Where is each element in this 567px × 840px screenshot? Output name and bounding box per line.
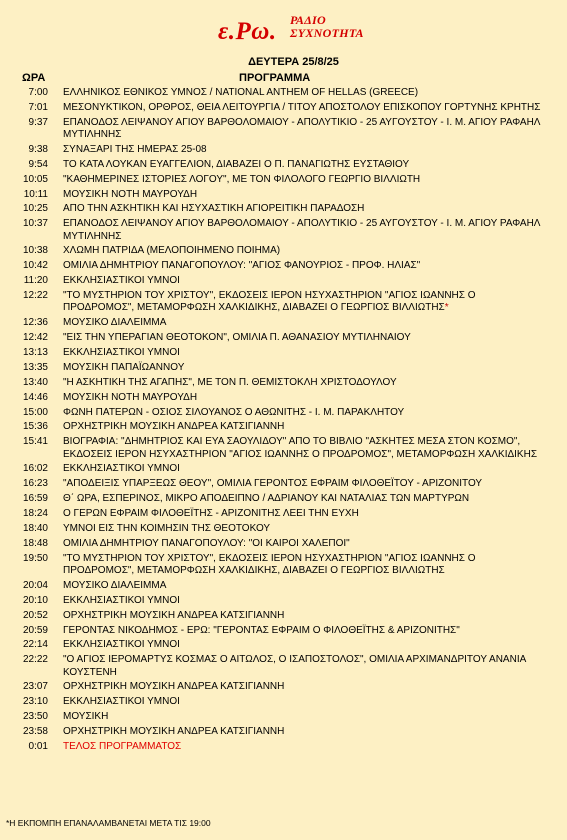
schedule-time: 0:01 [28, 740, 48, 752]
schedule-program-text: "ΤΟ ΜΥΣΤΗΡΙΟΝ ΤΟΥ ΧΡΙΣΤΟΥ", ΕΚΔΟΣΕΙΣ ΙΕΡΟΝ ΗΣΥΧΑΣΤΗΡΙΟΝ "ΑΓΙΟΣ ΙΩΑΝΝΗΣ Ο ΠΡΟΔΡΟΜΟΣ", ΜΕΤΑΜΟΡΦΩΣΗ ΧΑΛΚΙΔΙΚΗΣ, ΔΙΑΒΑΖΕΙ Ο ΓΕΩΡΓΙΟΣ ΒΙΛΛΙΩΤΗΣ [63, 290, 476, 314]
schedule-program [63, 595, 541, 610]
schedule-program-text: ΒΙΟΓΡΑΦΙΑ: "ΔΗΜΗΤΡΙΟΣ ΚΑΙ ΕΥΑ ΣΑΟΥΛΙΔΟΥ" ΑΠΟ ΤΟ ΒΙΒΛΙΟ "ΑΣΚΗΤΕΣ ΜΕΣΑ ΣΤΟΝ ΚΟΣΜΟ", ΕΚΔΟΣΕΙΣ ΙΕΡΟΝ ΗΣΥΧΑΣΤΗΡΙΟΝ "ΑΓΙΟΣ ΙΩΑΝΝΗΣ Ο ΠΡΟΔΡΟΜΟΣ", ΜΕΤΑΜΟΡΦΩΣΗ ΧΑΛΚΙΔΙΚΗΣ [63, 436, 538, 460]
schedule-time: 10:42 [22, 260, 48, 272]
schedule-row [0, 538, 567, 553]
schedule-program [63, 260, 541, 275]
schedule-program [63, 625, 541, 640]
schedule-program [63, 681, 541, 696]
schedule-time: 23:58 [22, 726, 48, 738]
schedule-program [63, 102, 541, 117]
schedule-time: 19:50 [22, 552, 48, 564]
schedule-date: ΔΕΥΤΕΡΑ 25/8/25 [248, 56, 339, 68]
schedule-program [63, 174, 541, 189]
repeat-asterisk: * [444, 302, 449, 314]
schedule-program [63, 203, 541, 218]
schedule-program [63, 332, 541, 347]
schedule-row [0, 654, 567, 681]
schedule-program [63, 159, 541, 174]
schedule-row [0, 332, 567, 347]
schedule-time: 15:41 [22, 436, 48, 448]
schedule-time: 12:36 [22, 317, 48, 329]
schedule-time: 7:00 [28, 87, 48, 98]
schedule-row [0, 174, 567, 189]
schedule-time: 15:00 [22, 406, 48, 418]
schedule-program [63, 117, 541, 144]
schedule-row [0, 290, 567, 317]
schedule-program [63, 317, 541, 332]
schedule-program [63, 741, 541, 756]
schedule-row [0, 625, 567, 640]
schedule-row [0, 102, 567, 117]
schedule-time: 18:48 [22, 537, 48, 549]
schedule-program-text: ΣΥΝΑΞΑΡΙ ΤΗΣ ΗΜΕΡΑΣ 25-08 [63, 143, 207, 155]
schedule-program-text: "ΕΙΣ ΤΗΝ ΥΠΕΡΑΓΙΑΝ ΘΕΟΤΟΚΟΝ", ΟΜΙΛΙΑ Π. ΑΘΑΝΑΣΙΟΥ ΜΥΤΙΛΗΝΑΙΟΥ [63, 332, 411, 344]
schedule-program-text: "ΑΠΟΔΕΙΞΙΣ ΥΠΑΡΞΕΩΣ ΘΕΟΥ", ΟΜΙΛΙΑ ΓΕΡΟΝΤΟΣ ΕΦΡΑΙΜ ΦΙΛΟΘΕΪΤΟΥ - ΑΡΙΖΟΝΙΤΟΥ [63, 478, 483, 490]
schedule-time: 9:37 [28, 116, 48, 128]
schedule-time: 23:50 [22, 711, 48, 723]
schedule-time: 10:25 [22, 203, 48, 215]
logo-wordmark: ε.Ρω. [218, 18, 277, 45]
schedule-program [63, 377, 541, 392]
schedule-program-text: ΕΠΑΝΟΔΟΣ ΛΕΙΨΑΝΟΥ ΑΓΙΟΥ ΒΑΡΘΟΛΟΜΑΙΟΥ - ΑΠΟΛΥΤΙΚΙΟ - 25 ΑΥΓΟΥΣΤΟΥ - Ι. Μ. ΑΓΙΟΥ ΡΑΦΑΗΛ ΜΥΤΙΛΗΝΗΣ [63, 116, 540, 140]
schedule-time: 20:10 [22, 594, 48, 606]
schedule-program-text: ΜΟΥΣΙΚΗ ΠΑΠΑΪΩΑΝΝΟΥ [63, 361, 185, 373]
schedule-time: 13:13 [22, 346, 48, 358]
schedule-time: 20:59 [22, 624, 48, 636]
schedule-row [0, 159, 567, 174]
schedule-program [63, 144, 541, 159]
footnote: *Η ΕΚΠΟΜΠΗ ΕΠΑΝΑΛΑΜΒΑΝΕΤΑΙ ΜΕΤΑ ΤΙΣ 19:00 [6, 818, 211, 828]
schedule-program-text: ΜΟΥΣΙΚΗ ΝΟΤΗ ΜΑΥΡΟΥΔΗ [63, 188, 198, 200]
schedule-program [63, 421, 541, 436]
schedule-program-text: ΑΠΟ ΤΗΝ ΑΣΚΗΤΙΚΗ ΚΑΙ ΗΣΥΧΑΣΤΙΚΗ ΑΓΙΟΡΕΙΤΙΚΗ ΠΑΡΑΔΟΣΗ [63, 203, 365, 215]
schedule-time: 13:40 [22, 376, 48, 388]
schedule-program [63, 654, 541, 681]
schedule-row [0, 681, 567, 696]
schedule-time: 13:35 [22, 361, 48, 373]
schedule-row [0, 260, 567, 275]
schedule-row [0, 218, 567, 245]
schedule-row [0, 696, 567, 711]
schedule-program-text: ΟΡΧΗΣΤΡΙΚΗ ΜΟΥΣΙΚΗ ΑΝΔΡΕΑ ΚΑΤΣΙΓΙΑΝΝΗ [63, 421, 285, 433]
schedule-program-text: ΟΡΧΗΣΤΡΙΚΗ ΜΟΥΣΙΚΗ ΑΝΔΡΕΑ ΚΑΤΣΙΓΙΑΝΝΗ [63, 609, 285, 621]
schedule-row [0, 421, 567, 436]
schedule-program-text: ΟΜΙΛΙΑ ΔΗΜΗΤΡΙΟΥ ΠΑΝΑΓΟΠΟΥΛΟΥ: "ΑΓΙΟΣ ΦΑΝΟΥΡΙΟΣ - ΠΡΟΦ. ΗΛΙΑΣ" [63, 260, 421, 272]
schedule-row [0, 317, 567, 332]
schedule-program [63, 580, 541, 595]
schedule-row [0, 275, 567, 290]
schedule-row [0, 245, 567, 260]
schedule-program [63, 275, 541, 290]
schedule-row [0, 117, 567, 144]
schedule-program-text: "Η ΑΣΚΗΤΙΚΗ ΤΗΣ ΑΓΑΠΗΣ", ΜΕ ΤΟΝ Π. ΘΕΜΙΣΤΟΚΛΗ ΧΡΙΣΤΟΔΟΥΛΟΥ [63, 376, 397, 388]
schedule-row [0, 463, 567, 478]
schedule-time: 20:52 [22, 609, 48, 621]
schedule-time: 7:01 [28, 101, 48, 113]
schedule-row [0, 407, 567, 422]
schedule-row [0, 610, 567, 625]
schedule-program-text: ΜΟΥΣΙΚΟ ΔΙΑΛΕΙΜΜΑ [63, 317, 167, 329]
logo-subtitle-line-2: ΣΥΧΝΟΤΗΤΑ [290, 26, 364, 40]
schedule-program-text: Ο ΓΕΡΩΝ ΕΦΡΑΙΜ ΦΙΛΟΘΕΪΤΗΣ - ΑΡΙΖΟΝΙΤΗΣ ΛΕΕΙ ΤΗΝ ΕΥΧΗ [63, 508, 359, 520]
logo-subtitle-line-1: ΡΑΔΙΟ [290, 13, 326, 27]
schedule-program [63, 639, 541, 654]
schedule-program-text: ΧΛΩΜΗ ΠΑΤΡΙΔΑ (ΜΕΛΟΠΟΙΗΜΕΝΟ ΠΟΙΗΜΑ) [63, 245, 281, 257]
schedule-row [0, 553, 567, 580]
schedule-program [63, 538, 541, 553]
schedule-row [0, 580, 567, 595]
schedule-program-text: ΕΛΛΗΝΙΚΟΣ ΕΘΝΙΚΟΣ ΥΜΝΟΣ / NATIONAL ANTHEM OF HELLAS (GREECE) [63, 87, 419, 98]
schedule-program-text: ΦΩΝΗ ΠΑΤΕΡΩΝ - ΟΣΙΟΣ ΣΙΛΟΥΑΝΟΣ Ο ΑΘΩΝΙΤΗΣ - Ι. Μ. ΠΑΡΑΚΛΗΤΟΥ [63, 406, 405, 418]
schedule-program [63, 218, 541, 245]
schedule-time: 20:04 [22, 579, 48, 591]
schedule-time: 22:22 [22, 654, 48, 666]
schedule-program [63, 523, 541, 538]
schedule-time: 11:20 [23, 275, 48, 287]
schedule-program-text: ΕΚΚΛΗΣΙΑΣΤΙΚΟΙ ΥΜΝΟΙ [63, 463, 180, 475]
schedule-program-text: ΤΕΛΟΣ ΠΡΟΓΡΑΜΜΑΤΟΣ [63, 740, 182, 752]
schedule-time: 18:24 [22, 508, 48, 520]
radio-logo [0, 10, 567, 54]
schedule-time: 14:46 [22, 391, 48, 403]
column-header-program: ΠΡΟΓΡΑΜΜΑ [239, 72, 311, 84]
schedule-program [63, 726, 541, 741]
schedule-row [0, 392, 567, 407]
schedule-program-text: ΜΟΥΣΙΚΟ ΔΙΑΛΕΙΜΜΑ [63, 579, 167, 591]
schedule-program [63, 508, 541, 523]
schedule-time: 10:11 [23, 188, 48, 200]
schedule-program-text: "ΚΑΘΗΜΕΡΙΝΕΣ ΙΣΤΟΡΙΕΣ ΛΟΓΟΥ", ΜΕ ΤΟΝ ΦΙΛΟΛΟΓΟ ΓΕΩΡΓΙΟ ΒΙΛΛΙΩΤΗ [63, 173, 421, 185]
schedule-time: 9:38 [28, 143, 48, 155]
schedule-row [0, 362, 567, 377]
schedule-row [0, 87, 567, 102]
schedule-program [63, 493, 541, 508]
schedule-row [0, 493, 567, 508]
schedule-program-text: ΟΡΧΗΣΤΡΙΚΗ ΜΟΥΣΙΚΗ ΑΝΔΡΕΑ ΚΑΤΣΙΓΙΑΝΝΗ [63, 681, 285, 693]
schedule-time: 12:42 [22, 332, 48, 344]
schedule-row [0, 639, 567, 654]
schedule-row [0, 508, 567, 523]
schedule-program [63, 463, 541, 478]
schedule-time: 10:37 [22, 218, 48, 230]
schedule-program-text: ΜΕΣΟΝΥΚΤΙΚΟΝ, ΟΡΘΡΟΣ, ΘΕΙΑ ΛΕΙΤΟΥΡΓΙΑ / ΤΙΤΟΥ ΑΠΟΣΤΟΛΟΥ ΕΠΙΣΚΟΠΟΥ ΓΟΡΤΥΝΗΣ ΚΡΗΤΗΣ [63, 101, 541, 113]
schedule-program [63, 290, 541, 317]
schedule-program-text: "ΤΟ ΜΥΣΤΗΡΙΟΝ ΤΟΥ ΧΡΙΣΤΟΥ", ΕΚΔΟΣΕΙΣ ΙΕΡΟΝ ΗΣΥΧΑΣΤΗΡΙΟΝ "ΑΓΙΟΣ ΙΩΑΝΝΗΣ Ο ΠΡΟΔΡΟΜΟΣ", ΜΕΤΑΜΟΡΦΩΣΗ ΧΑΛΚΙΔΙΚΗΣ, ΔΙΑΒΑΖΕΙ Ο ΓΕΩΡΓΙΟΣ ΒΙΛΛΙΩΤΗΣ [63, 552, 476, 576]
schedule-program [63, 610, 541, 625]
schedule-time: 10:05 [22, 173, 48, 185]
schedule-row [0, 741, 567, 756]
schedule-time: 10:38 [22, 245, 48, 257]
schedule-program-text: "Ο ΑΓΙΟΣ ΙΕΡΟΜΑΡΤΥΣ ΚΟΣΜΑΣ Ο ΑΙΤΩΛΟΣ, Ο ΙΣΑΠΟΣΤΟΛΟΣ", ΟΜΙΛΙΑ ΑΡΧΙΜΑΝΔΡΙΤΟΥ ΑΝΑΝΙΑ ΚΟΥΣΤΕΝΗ [63, 654, 526, 678]
schedule-program-text: ΕΠΑΝΟΔΟΣ ΛΕΙΨΑΝΟΥ ΑΓΙΟΥ ΒΑΡΘΟΛΟΜΑΙΟΥ - ΑΠΟΛΥΤΙΚΙΟ - 25 ΑΥΓΟΥΣΤΟΥ - Ι. Μ. ΑΓΙΟΥ ΡΑΦΑΗΛ ΜΥΤΙΛΗΝΗΣ [63, 218, 540, 242]
schedule-program [63, 478, 541, 493]
schedule-program-text: ΕΚΚΛΗΣΙΑΣΤΙΚΟΙ ΥΜΝΟΙ [63, 346, 180, 358]
schedule-program-text: ΕΚΚΛΗΣΙΑΣΤΙΚΟΙ ΥΜΝΟΙ [63, 696, 180, 708]
schedule-program-text: ΕΚΚΛΗΣΙΑΣΤΙΚΟΙ ΥΜΝΟΙ [63, 275, 180, 287]
schedule-time: 22:14 [22, 639, 48, 651]
schedule-time: 18:40 [22, 522, 48, 534]
schedule-program [63, 392, 541, 407]
schedule-program-text: ΟΜΙΛΙΑ ΔΗΜΗΤΡΙΟΥ ΠΑΝΑΓΟΠΟΥΛΟΥ: "ΟΙ ΚΑΙΡΟΙ ΧΑΛΕΠΟΙ" [63, 537, 350, 549]
schedule-row [0, 478, 567, 493]
schedule-program [63, 87, 541, 102]
schedule-program-text: ΥΜΝΟΙ ΕΙΣ ΤΗΝ ΚΟΙΜΗΣΙΝ ΤΗΣ ΘΕΟΤΟΚΟΥ [63, 522, 271, 534]
schedule-program-text: ΜΟΥΣΙΚΗ [63, 711, 109, 723]
schedule-row [0, 595, 567, 610]
schedule-program-text: ΟΡΧΗΣΤΡΙΚΗ ΜΟΥΣΙΚΗ ΑΝΔΡΕΑ ΚΑΤΣΙΓΙΑΝΝΗ [63, 726, 285, 738]
schedule-time: 12:22 [22, 290, 48, 302]
schedule-time: 16:23 [22, 478, 48, 490]
schedule-row [0, 189, 567, 204]
schedule-program [63, 347, 541, 362]
schedule-row [0, 203, 567, 218]
schedule-program [63, 362, 541, 377]
schedule-time: 16:02 [22, 463, 48, 475]
column-header-time: ΩΡΑ [22, 72, 46, 84]
schedule-program [63, 553, 541, 580]
schedule-row [0, 436, 567, 463]
schedule-program-text: Θ΄ ΩΡΑ, ΕΣΠΕΡΙΝΟΣ, ΜΙΚΡΟ ΑΠΟΔΕΙΠΝΟ / ΑΔΡΙΑΝΟΥ ΚΑΙ ΝΑΤΑΛΙΑΣ ΤΩΝ ΜΑΡΤΥΡΩΝ [63, 493, 470, 505]
schedule-time: 15:36 [22, 421, 48, 433]
schedule-row [0, 523, 567, 538]
schedule-program-text: ΕΚΚΛΗΣΙΑΣΤΙΚΟΙ ΥΜΝΟΙ [63, 639, 180, 651]
schedule-time: 23:07 [22, 681, 48, 693]
schedule-program [63, 245, 541, 260]
schedule-program [63, 189, 541, 204]
schedule-program [63, 711, 541, 726]
schedule-row [0, 347, 567, 362]
schedule-row [0, 711, 567, 726]
schedule-program [63, 436, 541, 463]
schedule-list [0, 87, 567, 756]
schedule-row [0, 144, 567, 159]
schedule-program-text: ΤΟ ΚΑΤΑ ΛΟΥΚΑΝ ΕΥΑΓΓΕΛΙΟΝ, ΔΙΑΒΑΖΕΙ Ο Π. ΠΑΝΑΓΙΩΤΗΣ ΕΥΣΤΑΘΙΟΥ [63, 158, 410, 170]
schedule-program-text: ΓΕΡΟΝΤΑΣ ΝΙΚΟΔΗΜΟΣ - ΕΡΩ: "ΓΕΡΟΝΤΑΣ ΕΦΡΑΙΜ Ο ΦΙΛΟΘΕΪΤΗΣ & ΑΡΙΖΟΝΙΤΗΣ" [63, 624, 460, 636]
schedule-time: 9:54 [28, 158, 48, 170]
schedule-program-text: ΜΟΥΣΙΚΗ ΝΟΤΗ ΜΑΥΡΟΥΔΗ [63, 391, 198, 403]
schedule-row [0, 377, 567, 392]
schedule-time: 16:59 [22, 493, 48, 505]
logo-subtitle [290, 14, 364, 40]
schedule-program [63, 407, 541, 422]
schedule-program-text: ΕΚΚΛΗΣΙΑΣΤΙΚΟΙ ΥΜΝΟΙ [63, 594, 180, 606]
schedule-program [63, 696, 541, 711]
schedule-time: 23:10 [22, 696, 48, 708]
schedule-row [0, 726, 567, 741]
